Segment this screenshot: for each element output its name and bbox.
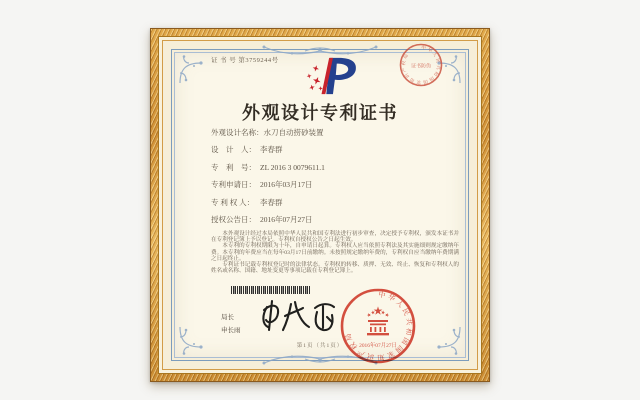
svg-text:中华人民共和国国家知识产权局: 中华人民共和国国家知识产权局 — [343, 290, 414, 362]
certificate-frame — [150, 28, 490, 382]
body-paragraph: 本外观设计经过本局依照中华人民共和国专利法进行初步审查，决定授予专利权，颁发本证书并在专利登记簿上予以登记。专利权自授权公告之日起生效。 — [211, 231, 459, 244]
field-value: 2016年07月27日 — [260, 214, 313, 224]
svg-text:证书防伪: 证书防伪 — [410, 64, 432, 70]
page-footer: 第1页（共1页） — [296, 343, 344, 349]
field-row — [211, 127, 325, 144]
svg-text:2016年07月27日: 2016年07月27日 — [359, 343, 397, 349]
legal-text — [211, 231, 459, 274]
corner-flourish-icon — [177, 55, 207, 85]
certificate-number: 证 书 号 第3759244号 — [211, 57, 279, 64]
director-title: 局长 — [221, 314, 234, 321]
field-row — [211, 197, 325, 214]
cream-mat — [162, 40, 478, 370]
field-label: 专利申请日： — [211, 180, 256, 190]
director-block — [221, 311, 241, 337]
official-seal-icon — [339, 287, 417, 365]
corner-flourish-icon — [177, 325, 207, 355]
corner-flourish-icon — [433, 325, 463, 355]
certificate-paper — [174, 44, 466, 362]
svg-text:中华人民共和国国家知识产权局: 中华人民共和国国家知识产权局 — [400, 44, 442, 86]
field-label: 设 计 人： — [211, 145, 256, 155]
director-signature-image — [255, 297, 341, 339]
blue-border — [171, 44, 469, 362]
body-paragraph: 本专利的专利权期限为十年，自申请日起算。专利权人应当依照专利法及其实施细则规定缴纳年费。本专利的年费应当在每年03月17日前缴纳。未按照规定缴纳年费的，专利权自应当缴纳年费期满之日起终止。 — [211, 243, 459, 262]
field-row — [211, 144, 325, 161]
field-list — [211, 127, 325, 231]
field-label: 外观设计名称： — [211, 128, 264, 137]
field-value: 2016年03月17日 — [260, 180, 313, 190]
director-name: 申长雨 — [221, 327, 241, 334]
field-label: 专 利 权 人： — [211, 197, 255, 207]
field-row — [211, 162, 325, 179]
field-value: 水刀自动捞砂装置 — [263, 128, 324, 137]
certificate-title: 外观设计专利证书 — [242, 103, 398, 123]
field-value: 李春群 — [260, 197, 283, 207]
field-label: 授权公告日： — [211, 214, 256, 224]
field-label: 专 利 号： — [211, 162, 256, 172]
field-value: 李春群 — [260, 145, 283, 155]
sipo-logo-icon — [303, 56, 361, 96]
field-row — [211, 214, 325, 231]
barcode — [231, 286, 311, 294]
frame-inner-line — [158, 36, 482, 374]
gold-frame-band — [150, 28, 490, 382]
anticounterfeit-stamp-icon — [397, 41, 445, 89]
body-paragraph: 专利证书记载专利权登记时的法律状态。专利权的转移、质押、无效、终止、恢复和专利权人的姓名或名称、国籍、地址变更等事项记载在专利登记簿上。 — [211, 262, 459, 275]
field-value: ZL 2016 3 0079611.1 — [260, 162, 325, 172]
field-row — [211, 179, 325, 196]
